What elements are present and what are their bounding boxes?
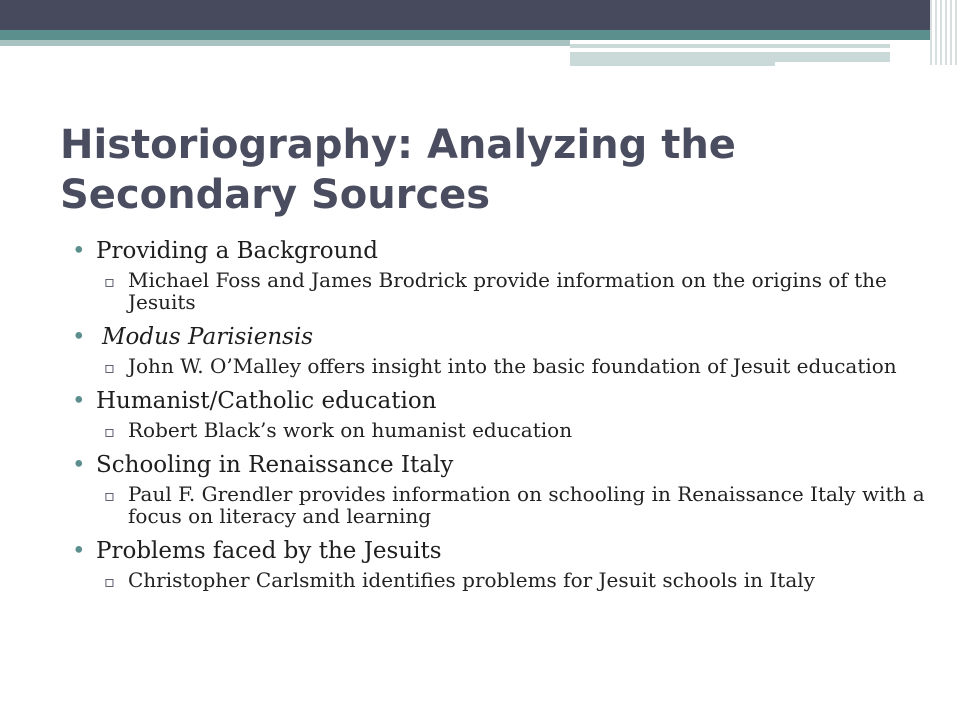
- bullet-item: [72, 535, 932, 591]
- sub-bullet-icon: ▫: [104, 422, 115, 441]
- sub-bullet-item: [96, 419, 932, 441]
- bullet-list: [72, 235, 932, 591]
- sub-bullet-text: Robert Black’s work on humanist education: [128, 418, 573, 442]
- sub-bullet-item: [96, 569, 932, 591]
- bullet-text: Schooling in Renaissance Italy: [96, 452, 454, 478]
- sub-bullet-icon: ▫: [104, 486, 115, 505]
- bullet-icon: •: [72, 538, 86, 564]
- header-band-light: [570, 44, 890, 48]
- header-band-dark: [0, 0, 960, 30]
- bullet-icon: •: [72, 324, 86, 350]
- sub-bullet-icon: ▫: [104, 272, 115, 291]
- sub-bullet-item: [96, 355, 932, 377]
- header-band-light: [0, 40, 570, 46]
- bullet-icon: •: [72, 388, 86, 414]
- sub-bullet-list: [96, 355, 932, 377]
- sub-bullet-text: Christopher Carlsmith identifies problems for Jesuit schools in Italy: [128, 568, 815, 592]
- sub-bullet-item: [96, 483, 932, 527]
- sub-bullet-icon: ▫: [104, 358, 115, 377]
- header-band-light: [570, 62, 775, 66]
- sub-bullet-list: [96, 419, 932, 441]
- sub-bullet-list: [96, 569, 932, 591]
- sub-bullet-item: [96, 269, 932, 313]
- header-band-light: [570, 52, 890, 62]
- sub-bullet-list: [96, 483, 932, 527]
- sub-bullet-icon: ▫: [104, 572, 115, 591]
- slide-title: Historiography: Analyzing the Secondary Sources: [60, 122, 736, 218]
- sub-bullet-text: Paul F. Grendler provides information on schooling in Renaissance Italy with a focus on literacy and learning: [128, 482, 925, 528]
- bullet-item: [72, 321, 932, 377]
- bullet-item: [72, 385, 932, 441]
- bullet-icon: •: [72, 452, 86, 478]
- bullet-text: Humanist/Catholic education: [96, 388, 437, 414]
- bullet-text: Providing a Background: [96, 238, 378, 264]
- bullet-text: Modus Parisiensis: [102, 324, 314, 350]
- sub-bullet-list: [96, 269, 932, 313]
- sub-bullet-text: John W. O’Malley offers insight into the basic foundation of Jesuit education: [128, 354, 897, 378]
- bullet-item: [72, 235, 932, 313]
- sub-bullet-text: Michael Foss and James Brodrick provide information on the origins of the Jesuits: [128, 268, 887, 314]
- bullet-item: [72, 449, 932, 527]
- slide-content: [72, 235, 932, 599]
- bullet-text: Problems faced by the Jesuits: [96, 538, 442, 564]
- header-band-teal: [0, 30, 960, 40]
- bullet-icon: •: [72, 238, 86, 264]
- header-edge-lines: [930, 0, 960, 65]
